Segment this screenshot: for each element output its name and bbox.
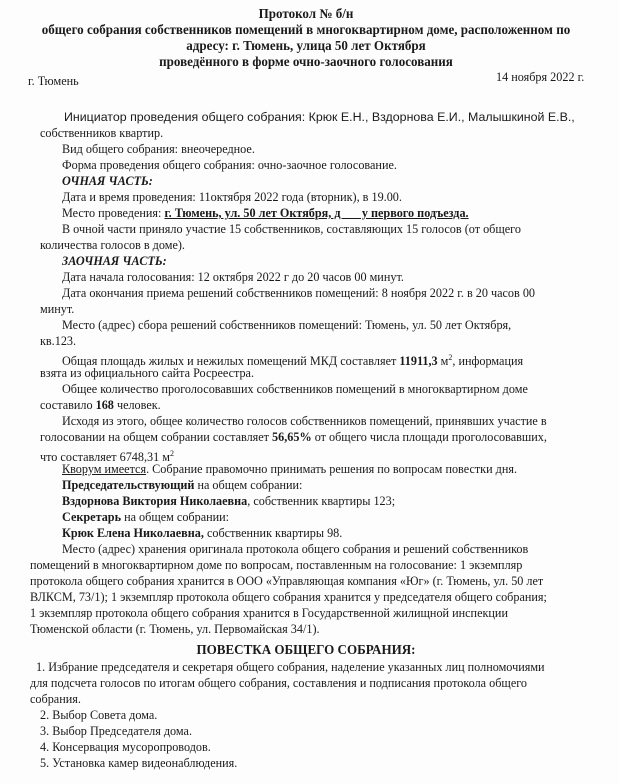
voted-count-2 <box>40 398 161 413</box>
storage-line: 1 экземпляр протокола общего собрания хранится в Государственной жилищной инспекции <box>30 606 508 620</box>
secretary-person <box>62 526 342 541</box>
collect-place-2: кв.123. <box>40 334 77 348</box>
total-area-2: взята из официального сайта Росреестра. <box>40 366 255 380</box>
voted-value: 168 <box>95 398 114 412</box>
zaoch-start: Дата начала голосования: 12 октября 2022 г до 20 часов 00 минут. <box>62 270 404 284</box>
agenda-item-1-cont: собрания. <box>30 692 81 706</box>
agenda-item-4: 4. Консервация мусоропроводов. <box>40 740 211 754</box>
agenda-item-5: 5. Установка камер видеонаблюдения. <box>40 756 238 770</box>
area-text: Общая площадь жилых и нежилых помещений МКД составляет <box>62 354 400 369</box>
share-value: 56,65% <box>272 430 312 444</box>
protocol-address: адресу: г. Тюмень, улица 50 лет Октября <box>186 38 426 53</box>
quorum <box>62 462 517 477</box>
protocol-subtitle: общего собрания собственников помещений в многоквартирном доме, расположенном по <box>41 22 571 37</box>
share-area-sup: 2 <box>169 449 174 458</box>
protocol-title: Протокол № б/н <box>258 6 354 21</box>
vote-share-2 <box>40 430 547 445</box>
chair-person <box>62 494 395 509</box>
share-area: что составляет 6748,31 м <box>40 450 170 465</box>
och-place-label: Место проведения: <box>62 206 165 220</box>
area-unit-sup: 2 <box>448 353 453 362</box>
storage-line: Тюменской области (г. Тюмень, ул. Первомайская 34/1). <box>30 622 320 636</box>
initiator-line-2: собственников квартир. <box>40 126 164 140</box>
storage-line: протокола общего собрания хранится в ООО «Управляющая компания «Юг» (г. Тюмень, ул. 50 лет <box>30 574 544 588</box>
initiator-line: Инициатор проведения общего собрания: Крюк Е.Н., Вздорнова Е.И., Малышкиной Е.В., <box>64 110 575 124</box>
zaoch-heading: ЗАОЧНАЯ ЧАСТЬ: <box>62 254 167 268</box>
secretary-heading <box>62 510 229 525</box>
secretary-label: Секретарь <box>62 510 122 524</box>
meeting-kind: Вид общего собрания: внеочередное. <box>62 142 255 156</box>
chair-text: на общем собрании: <box>194 478 303 492</box>
storage-line: Место (адрес) хранения оригинала протокола общего собрания и решений собственников <box>62 542 529 556</box>
agenda-item-1: 1. Избрание председателя и секретаря общего собрания, наделение указанных лиц полномочиями <box>36 660 545 674</box>
och-date: Дата и время проведения: 11октября 2022 года (вторник), в 19.00. <box>62 190 402 204</box>
voted-count: Общее количество проголосовавших собственников помещений в многоквартирном доме <box>62 382 528 396</box>
och-place <box>62 206 469 221</box>
protocol-date: 14 ноября 2022 г. <box>496 70 585 84</box>
secretary-desc: собственник квартиры 98. <box>203 526 343 540</box>
protocol-form: проведённого в форме очно-заочного голосования <box>159 54 453 69</box>
quorum-text: . Собрание правомочно принимать решения по вопросам повестки дня. <box>146 462 518 476</box>
agenda-item-1-cont: для подсчета голосов по итогам общего собрания, составления и подписания протокола общего <box>30 676 528 690</box>
agenda-title: ПОВЕСТКА ОБЩЕГО СОБРАНИЯ: <box>196 642 416 657</box>
chair-heading <box>62 478 302 493</box>
storage-line: ВЛКСМ, 73/1); 1 экземпляр протокола общего собрания хранится у председателя общего собрания; <box>30 590 547 604</box>
vote-share: Исходя из этого, общее количество голосов собственников помещений, принявших участие в <box>62 414 547 428</box>
agenda-item-2: 2. Выбор Совета дома. <box>40 708 158 722</box>
zaoch-end-2: минут. <box>40 302 75 316</box>
share-tail: от общего числа площади проголосовавших, <box>311 430 547 444</box>
share-text: голосовании на общем собрании составляет <box>40 430 273 444</box>
chair-label: Председательствующий <box>62 478 195 492</box>
area-value: 11911,3 <box>399 354 438 369</box>
city: г. Тюмень <box>28 74 79 88</box>
agenda-item-3: 3. Выбор Председателя дома. <box>40 724 193 738</box>
och-heading: ОЧНАЯ ЧАСТЬ: <box>62 174 153 188</box>
och-place-value: г. Тюмень, ул. 50 лет Октября, д у первого подъезда. <box>164 206 469 220</box>
area-tail: , информация <box>452 354 524 369</box>
meeting-form: Форма проведения общего собрания: очно-заочное голосование. <box>62 158 397 172</box>
area-unit: м <box>437 354 449 369</box>
secretary-text: на общем собрании: <box>121 510 230 524</box>
collect-place: Место (адрес) сбора решений собственников помещений: Тюмень, ул. 50 лет Октября, <box>62 318 512 332</box>
zaoch-end: Дата окончания приема решений собственников помещений: 8 ноября 2022 г. в 20 часов 00 <box>62 286 536 300</box>
quorum-label: Кворум имеется <box>62 462 147 476</box>
storage-line: помещений в многоквартирном доме по вопросам, поставленным на голосование: 1 экземпляр <box>30 558 523 572</box>
chair-desc: , собственник квартиры 123; <box>247 494 396 508</box>
och-participants: В очной части приняло участие 15 собственников, составляющих 15 голосов (от общего <box>62 222 521 236</box>
voted-text: составило <box>40 398 96 412</box>
voted-tail: человек. <box>113 398 161 412</box>
chair-name: Вздорнова Виктория Николаевна <box>62 494 248 508</box>
secretary-name: Крюк Елена Николаевна, <box>62 526 204 540</box>
och-participants-2: количества голосов в доме). <box>40 238 185 252</box>
